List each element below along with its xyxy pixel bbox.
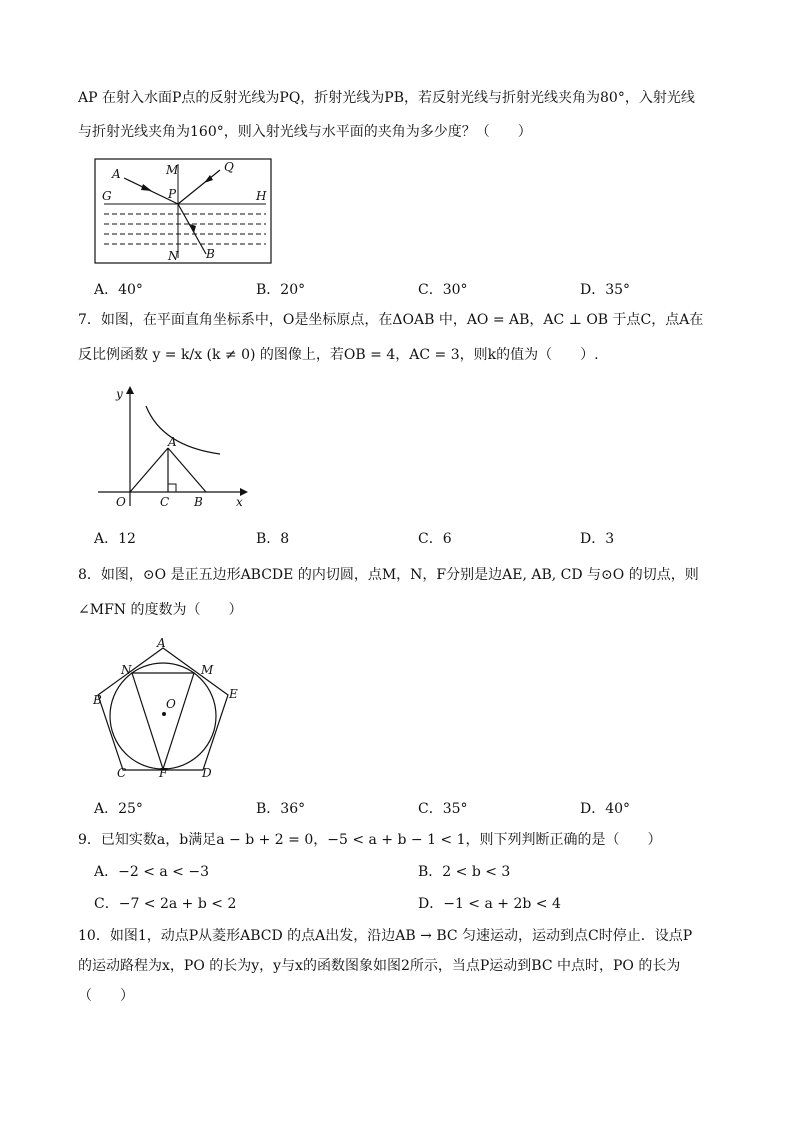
q8-option-c: C．35° [418, 801, 468, 817]
q7-label-b: B [194, 495, 203, 509]
q6-label-q: Q [224, 160, 234, 174]
q6-label-a: A [112, 167, 121, 181]
q6-option-d: D．35° [580, 282, 631, 298]
q7-option-c: C．6 [418, 531, 452, 547]
q8-label-c: C [117, 766, 127, 780]
q6-option-c: C．30° [418, 282, 468, 298]
q9-option-d: D．−1 < a + 2b < 4 [418, 896, 561, 912]
q6-label-h: H [256, 189, 267, 203]
q7-option-b: B．8 [256, 531, 290, 547]
q8-label-e: E [229, 687, 238, 701]
q7-text-line2: 反比例函数 y = k/x (k ≠ 0) 的图像上，若OB = 4，AC = 3，则k的值为（ ）. [78, 347, 599, 363]
q6-label-g: G [102, 189, 112, 203]
q8-option-a: A．25° [94, 801, 143, 817]
q10-text-line2: 的运动路程为x，PO 的长为y，y与x的函数图象如图2所示，当点P运动到BC 中点时，PO 的长为 [78, 958, 681, 974]
q8-label-n: N [121, 663, 132, 677]
q6-label-p: P [168, 187, 177, 201]
q8-pentagon-figure [90, 636, 250, 781]
q8-label-m: M [201, 663, 214, 677]
q7-label-c: C [160, 495, 170, 509]
q8-text-line1: 8．如图，⊙O 是正五边形ABCDE 的内切圆，点M，N，F分别是边AE, AB, CD 与⊙O 的切点，则 [78, 567, 699, 583]
q6-label-m: M [166, 163, 179, 177]
q9-text-line1: 9．已知实数a，b满足a − b + 2 = 0，−5 < a + b − 1 < 1，则下列判断正确的是（ ） [78, 832, 662, 848]
q8-option-d: D．40° [580, 801, 631, 817]
q8-text-line2: ∠MFN 的度数为（ ） [78, 602, 243, 618]
q8-label-a: A [157, 636, 166, 650]
q6-option-b: B．20° [256, 282, 306, 298]
q7-option-d: D．3 [580, 531, 615, 547]
q8-label-o: O [166, 697, 176, 711]
q7-option-a: A．12 [94, 531, 136, 547]
q6-text-line2: 与折射光线夹角为160°，则入射光线与水平面的夹角为多少度？（ ） [78, 124, 532, 140]
q8-label-b: B [93, 693, 102, 707]
q7-text-line1: 7．如图，在平面直角坐标系中，O是坐标原点，在ΔOAB 中，AO = AB，AC ⊥ OB 于点C，点A在 [78, 312, 704, 328]
q7-label-y: y [116, 387, 123, 401]
q9-option-c: C．−7 < 2a + b < 2 [94, 896, 237, 912]
q6-refraction-figure [94, 158, 274, 268]
q8-label-f: F [159, 766, 168, 780]
q7-label-o: O [116, 495, 126, 509]
q10-text-line3: （ ） [78, 988, 134, 1004]
q10-text-line1: 10．如图1，动点P从菱形ABCD 的点A出发，沿边AB → BC 匀速运动，运动到点C时停止．设点P [78, 928, 693, 944]
q7-label-x: x [236, 495, 243, 509]
q9-option-a: A．−2 < a < −3 [94, 864, 209, 880]
q6-label-b: B [206, 247, 215, 261]
q9-option-b: B．2 < b < 3 [418, 864, 511, 880]
q8-label-d: D [202, 766, 212, 780]
q7-label-a: A [168, 435, 177, 449]
q6-label-n: N [168, 249, 179, 263]
q7-coordinate-figure [92, 382, 262, 512]
q6-text-line1: AP 在射入水面P点的反射光线为PQ，折射光线为PB，若反射光线与折射光线夹角为80°，入射光线 [78, 90, 695, 106]
q8-option-b: B．36° [256, 801, 306, 817]
q6-option-a: A．40° [94, 282, 143, 298]
